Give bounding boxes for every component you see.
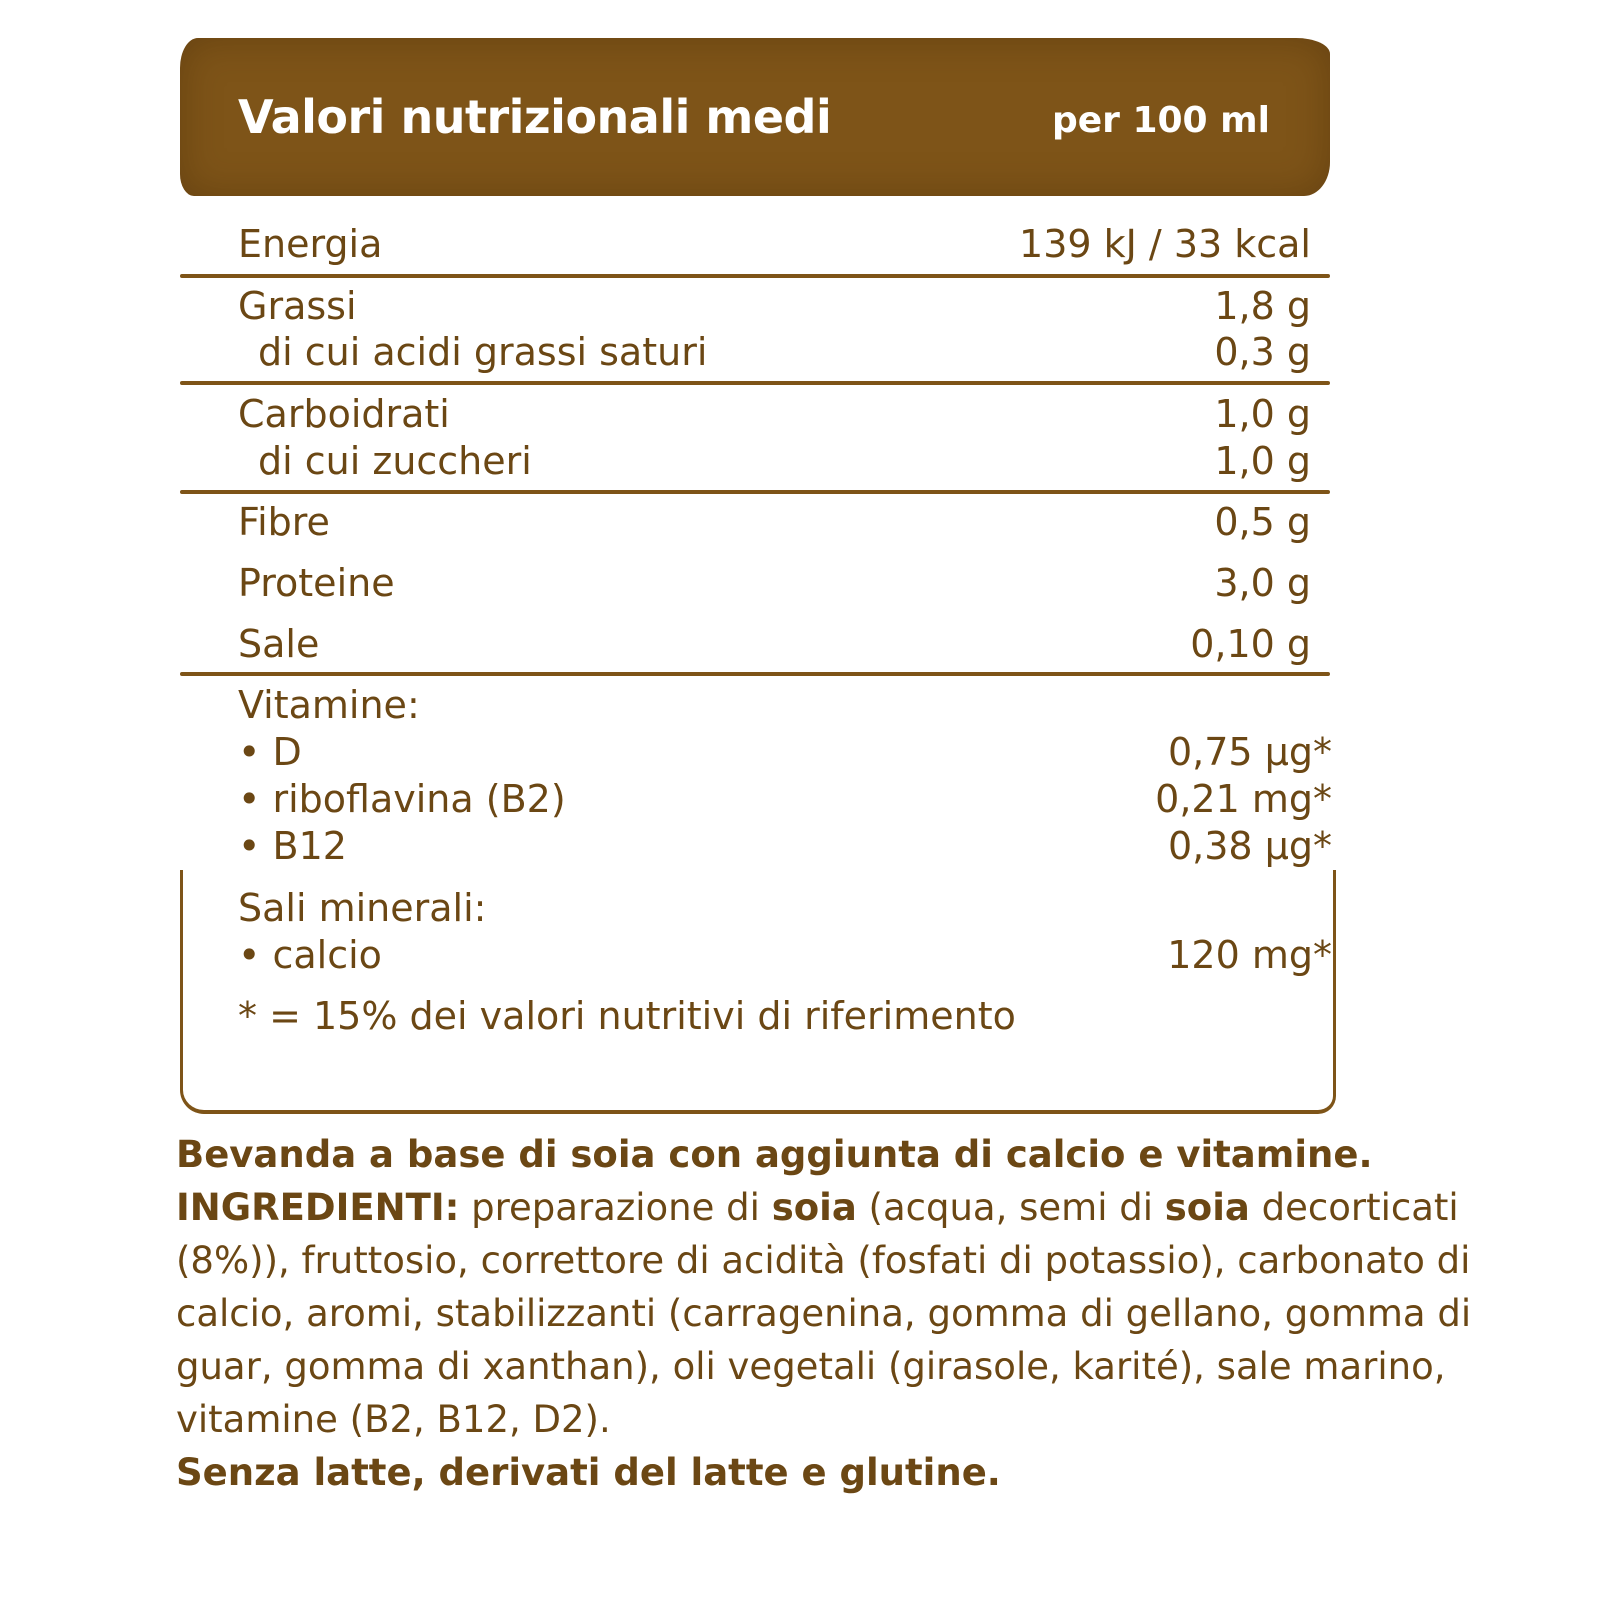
row-value: 120 mg* xyxy=(1167,933,1332,977)
row-label: Carboidrati xyxy=(238,392,450,436)
allergen-soia: soia xyxy=(1164,1186,1250,1229)
row-label: di cui zuccheri xyxy=(258,439,532,483)
row-fibre xyxy=(238,500,1311,544)
row-label: • calcio xyxy=(238,933,382,977)
row-label: Fibre xyxy=(238,500,330,544)
row-value: 1,0 g xyxy=(1214,392,1311,436)
row-label: • riboflavina (B2) xyxy=(238,777,566,821)
row-energia xyxy=(238,222,1311,266)
row-label: Grassi xyxy=(238,284,357,328)
row-label: Sali minerali: xyxy=(238,886,487,930)
row-value: 1,8 g xyxy=(1214,284,1311,328)
ingredients-part: decorticati (8%)), fruttosio, correttore di acidità (fosfati di potassio), carbonato di calcio, aromi, stabilizzanti (carragenina, gomma di gellano, gomma di guar, gomma di xanthan), oli vegetali (girasole, karité), sale marino, vitamine (B2, B12, D2). xyxy=(176,1186,1472,1441)
table-unit: per 100 ml xyxy=(1051,100,1270,141)
table-frame xyxy=(180,870,1336,1114)
row-vit-b2 xyxy=(238,777,1332,821)
row-label: Energia xyxy=(238,222,383,266)
ingredients-text xyxy=(176,1181,1496,1446)
row-value: 0,75 µg* xyxy=(1168,730,1332,774)
row-label: di cui acidi grassi saturi xyxy=(258,330,708,374)
row-saturi xyxy=(258,330,1311,374)
row-label: Proteine xyxy=(238,561,395,605)
row-grassi xyxy=(238,284,1311,328)
row-label: • D xyxy=(238,730,302,774)
row-value: 0,38 µg* xyxy=(1168,824,1332,868)
row-proteine xyxy=(238,561,1311,605)
ingredients-part: preparazione di xyxy=(459,1186,772,1229)
allergen-statement: Senza latte, derivati del latte e glutine. xyxy=(176,1451,1001,1494)
row-zuccheri xyxy=(258,439,1311,483)
ingredients-block xyxy=(176,1128,1496,1499)
table-title: Valori nutrizionali medi xyxy=(238,90,832,144)
row-value: 3,0 g xyxy=(1214,561,1311,605)
row-value: 0,5 g xyxy=(1214,500,1311,544)
allergen-soia: soia xyxy=(771,1186,857,1229)
divider xyxy=(180,381,1330,385)
ingredients-label: INGREDIENTI: xyxy=(176,1186,460,1229)
row-value: 1,0 g xyxy=(1214,439,1311,483)
row-label: Vitamine: xyxy=(238,683,420,727)
footnote-text: * = 15% dei valori nutritivi di riferimento xyxy=(238,994,1016,1038)
row-vitamine-heading xyxy=(238,683,1311,727)
row-sale xyxy=(238,622,1311,666)
row-value: 139 kJ / 33 kcal xyxy=(1019,222,1311,266)
row-carboidrati xyxy=(238,392,1311,436)
divider xyxy=(180,274,1330,278)
row-value: 0,10 g xyxy=(1190,622,1311,666)
row-value: 0,21 mg* xyxy=(1155,777,1332,821)
row-value: 0,3 g xyxy=(1214,330,1311,374)
row-vit-d xyxy=(238,730,1332,774)
divider xyxy=(180,490,1330,494)
row-label: • B12 xyxy=(238,824,347,868)
row-label: Sale xyxy=(238,622,320,666)
divider xyxy=(180,672,1330,676)
row-vit-b12 xyxy=(238,824,1332,868)
table-header xyxy=(180,38,1330,196)
product-description: Bevanda a base di soia con aggiunta di calcio e vitamine. xyxy=(176,1133,1373,1176)
ingredients-part: (acqua, semi di xyxy=(856,1186,1165,1229)
